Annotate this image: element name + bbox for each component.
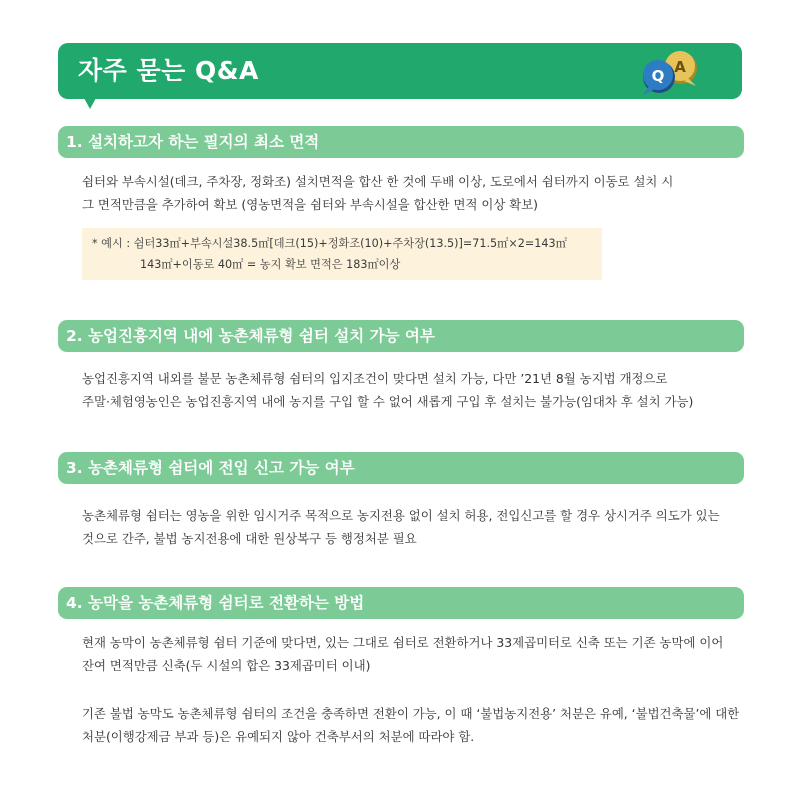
example-line-1: * 예시 : 쉼터33㎡+부속시설38.5㎡[데크(15)+정화조(10)+주차장(13.5)]=71.5㎡×2=143㎡ [92, 237, 567, 250]
section-answer-4a [82, 631, 742, 677]
answer-line: 농업진흥지역 내외를 불문 농촌체류형 쉼터의 입지조건이 맞다면 설치 가능, 다만 ’21년 8월 농지법 개정으로 [82, 371, 668, 386]
answer-line: 것으로 간주, 불법 농지전용에 대한 원상복구 등 행정처분 필요 [82, 531, 417, 546]
section-heading-3 [58, 452, 744, 484]
section-heading-4 [58, 587, 744, 619]
section-answer-3 [82, 504, 742, 550]
section-heading-2 [58, 320, 744, 352]
section-heading-1 [58, 126, 744, 158]
qa-bubble-icon [636, 48, 706, 98]
section-answer-4b [82, 702, 742, 748]
answer-line: 기존 불법 농막도 농촌체류형 쉼터의 조건을 충족하면 전환이 가능, 이 때 ‘불법농지전용’ 처분은 유예, ‘불법건축물’에 대한 [82, 706, 740, 721]
answer-line: 그 면적만큼을 추가하여 확보 (영농면적을 쉼터와 부속시설을 합산한 면적 이상 확보) [82, 197, 539, 212]
section-heading-text: 4. 농막을 농촌체류형 쉼터로 전환하는 방법 [66, 594, 365, 612]
answer-letter: A [674, 58, 686, 76]
answer-line: 잔여 면적만큼 신축(두 시설의 합은 33제곱미터 이내) [82, 658, 371, 673]
section-heading-text: 2. 농업진흥지역 내에 농촌체류형 쉼터 설치 가능 여부 [66, 327, 435, 345]
title-bubble-tail [84, 98, 96, 109]
answer-line: 현재 농막이 농촌체류형 쉼터 기준에 맞다면, 있는 그대로 쉼터로 전환하거나 33제곱미터로 신축 또는 기존 농막에 이어 [82, 635, 724, 650]
question-letter: Q [651, 67, 665, 85]
section-answer-1 [82, 170, 742, 216]
section-heading-text: 3. 농촌체류형 쉼터에 전입 신고 가능 여부 [66, 459, 355, 477]
example-box [82, 228, 602, 280]
answer-line: 처분(이행강제금 부과 등)은 유예되지 않아 건축부서의 처분에 따라야 함. [82, 729, 475, 744]
page-title: 자주 묻는 Q&A [78, 56, 259, 85]
section-heading-text: 1. 설치하고자 하는 필지의 최소 면적 [66, 133, 320, 151]
section-answer-2 [82, 367, 742, 413]
answer-line: 쉼터와 부속시설(데크, 주차장, 정화조) 설치면적을 합산 한 것에 두배 이상, 도로에서 쉼터까지 이동로 설치 시 [82, 174, 674, 189]
answer-line: 주말·체험영농인은 농업진흥지역 내에 농지를 구입 할 수 없어 새롭게 구입 후 설치는 불가능(임대차 후 설치 가능) [82, 394, 694, 409]
answer-line: 농촌체류형 쉼터는 영농을 위한 임시거주 목적으로 농지전용 없이 설치 허용, 전입신고를 할 경우 상시거주 의도가 있는 [82, 508, 720, 523]
title-banner [58, 43, 742, 99]
example-line-2: 143㎡+이동로 40㎡ = 농지 확보 면적은 183㎡이상 [140, 258, 401, 271]
